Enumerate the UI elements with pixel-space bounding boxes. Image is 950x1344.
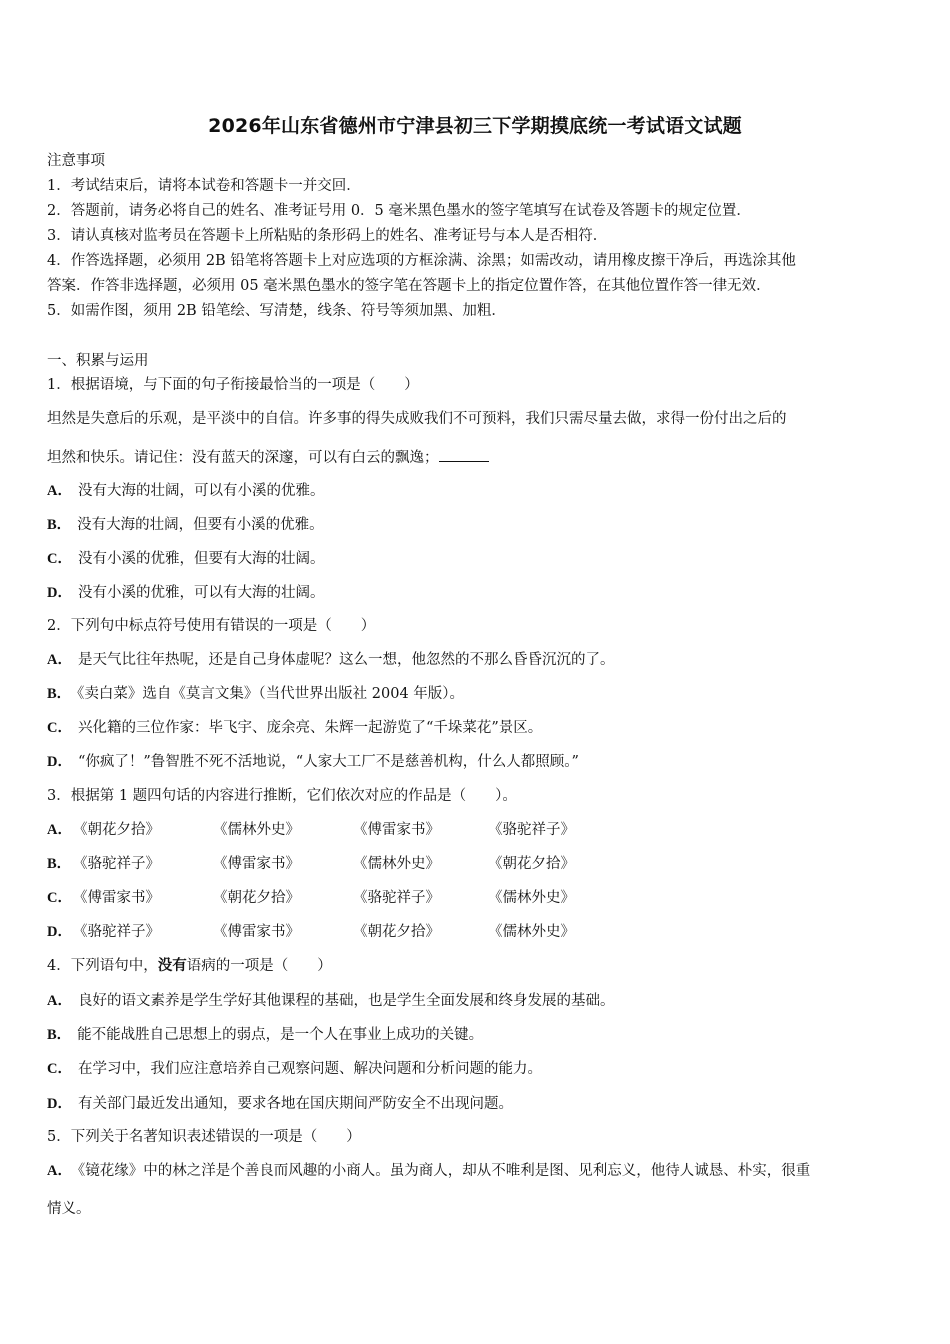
option-label: A． [47,483,72,499]
option-label: A． [47,1163,72,1179]
question-1-passage-cont [47,447,489,468]
option-label: C． [47,551,72,567]
q1-option-c [47,549,324,569]
work-title: 《朝花夕拾》 [213,890,300,906]
option-text: 没有大海的壮阔，但要有小溪的优雅。 [77,517,324,533]
work-title: 《儒林外史》 [353,856,440,872]
q1-option-b [47,515,324,535]
work-title: 《儒林外史》 [488,924,575,940]
question-5-stem: 5．下列关于名著知识表述错误的一项是（ ） [47,1129,361,1145]
stem-text: 4．下列语句中， [47,958,158,974]
option-text: 没有小溪的优雅，可以有大海的壮阔。 [77,585,325,601]
work-title: 《傅雷家书》 [213,924,300,940]
option-text: 《镜花缘》中的林之洋是个善良而风趣的小商人。虽为商人，却从不唯利是图、见利忘义，他待人诚恳、朴实，很重 [77,1163,811,1179]
notice-item: 1．考试结束后，请将本试卷和答题卡一并交回． [47,178,361,194]
work-title: 《朝花夕拾》 [353,924,440,940]
option-text: 能不能战胜自己思想上的弱点，是一个人在事业上成功的关键。 [77,1027,484,1043]
option-text: 没有大海的壮阔，可以有小溪的优雅。 [77,483,325,499]
option-text: 是天气比往年热呢，还是自己身体虚呢？这么一想，他忽然的不那么昏昏沉沉的了。 [77,652,615,668]
q1-option-a [47,481,324,501]
answer-blank [439,447,489,462]
notice-heading: 注意事项 [47,153,105,169]
option-text: “你疯了！”鲁智胜不死不活地说，“人家大工厂不是慈善机构，什么人都照顾。” [77,754,579,770]
q4-option-a [47,991,614,1011]
work-title: 《傅雷家书》 [73,890,160,906]
option-text: 《卖白菜》选自《莫言文集》（当代世界出版社 2004 年版）。 [77,686,465,702]
option-text: 在学习中，我们应注意培养自己观察问题、解决问题和分析问题的能力。 [77,1061,542,1077]
option-text: 没有小溪的优雅，但要有大海的壮阔。 [77,551,325,567]
notice-item: 3．请认真核对监考员在答题卡上所粘贴的条形码上的姓名、准考证号与本人是否相符． [47,228,608,244]
notice-item: 5．如需作图，须用 2B 铅笔绘、写清楚，线条、符号等须加黑、加粗． [47,303,506,319]
option-label: A． [47,822,72,838]
question-1-passage: 坦然是失意后的乐观，是平淡中的自信。许多事的得失成败我们不可预料，我们只需尽量去做，求得一份付出之后的 [47,411,787,427]
option-text: 兴化籍的三位作家：毕飞宇、庞余亮、朱辉一起游览了“千垛菜花”景区。 [77,720,543,736]
work-title: 《朝花夕拾》 [73,822,160,838]
work-title: 《儒林外史》 [213,822,300,838]
option-label: A． [47,652,72,668]
emphasis-text: 没有 [157,957,187,974]
option-label: D． [47,924,72,940]
stem-text: 语病的一项是（ ） [186,958,332,974]
option-label: D． [47,1096,72,1112]
notice-item: 4．作答选择题，必须用 2B 铅笔将答题卡上对应选项的方框涂满、涂黑；如需改动，请用橡皮擦干净后，再选涂其他 [47,253,796,269]
q2-option-b [47,684,464,704]
question-1-stem: 1．根据语境，与下面的句子衔接最恰当的一项是（ ） [47,377,419,393]
work-title: 《骆驼祥子》 [353,890,440,906]
question-4-stem [47,956,332,976]
option-text: 有关部门最近发出通知，要求各地在国庆期间严防安全不出现问题。 [77,1096,513,1112]
work-title: 《傅雷家书》 [353,822,440,838]
passage-text: 坦然和快乐。请记住：没有蓝天的深邃，可以有白云的飘逸； [47,450,439,466]
option-label: C． [47,890,72,906]
q2-option-c [47,718,542,738]
option-label: B． [47,686,72,702]
q4-option-b [47,1025,483,1045]
notice-item: 2．答题前，请务必将自己的姓名、准考证号用 0．5 毫米黑色墨水的签字笔填写在试卷及答题卡的规定位置． [47,203,751,219]
q1-option-d [47,583,324,603]
page-title: 2026年山东省德州市宁津县初三下学期摸底统一考试语文试题 [208,115,742,137]
notice-item: 答案．作答非选择题，必须用 05 毫米黑色墨水的签字笔在答题卡上的指定位置作答，在其他位置作答一律无效． [47,278,771,294]
option-label: B． [47,517,72,533]
question-2-stem: 2．下列句中标点符号使用有错误的一项是（ ） [47,618,376,634]
option-label: C． [47,1061,72,1077]
question-3-stem: 3．根据第 1 题四句话的内容进行推断，它们依次对应的作品是（ ）。 [47,788,517,804]
option-label: C． [47,720,72,736]
work-title: 《骆驼祥子》 [488,822,575,838]
q5-option-a-cont: 情义。 [47,1201,91,1217]
option-label: B． [47,1027,72,1043]
option-label: A． [47,993,72,1009]
work-title: 《傅雷家书》 [213,856,300,872]
q4-option-c [47,1059,542,1079]
q4-option-d [47,1094,513,1114]
option-label: D． [47,585,72,601]
option-label: D． [47,754,72,770]
option-label: B． [47,856,72,872]
q5-option-a [47,1161,810,1181]
work-title: 《骆驼祥子》 [73,856,160,872]
option-text: 良好的语文素养是学生学好其他课程的基础，也是学生全面发展和终身发展的基础。 [77,993,615,1009]
work-title: 《儒林外史》 [488,890,575,906]
q2-option-a [47,650,614,670]
q2-option-d [47,752,579,772]
work-title: 《朝花夕拾》 [488,856,575,872]
section-heading: 一、积累与运用 [47,353,149,369]
work-title: 《骆驼祥子》 [73,924,160,940]
